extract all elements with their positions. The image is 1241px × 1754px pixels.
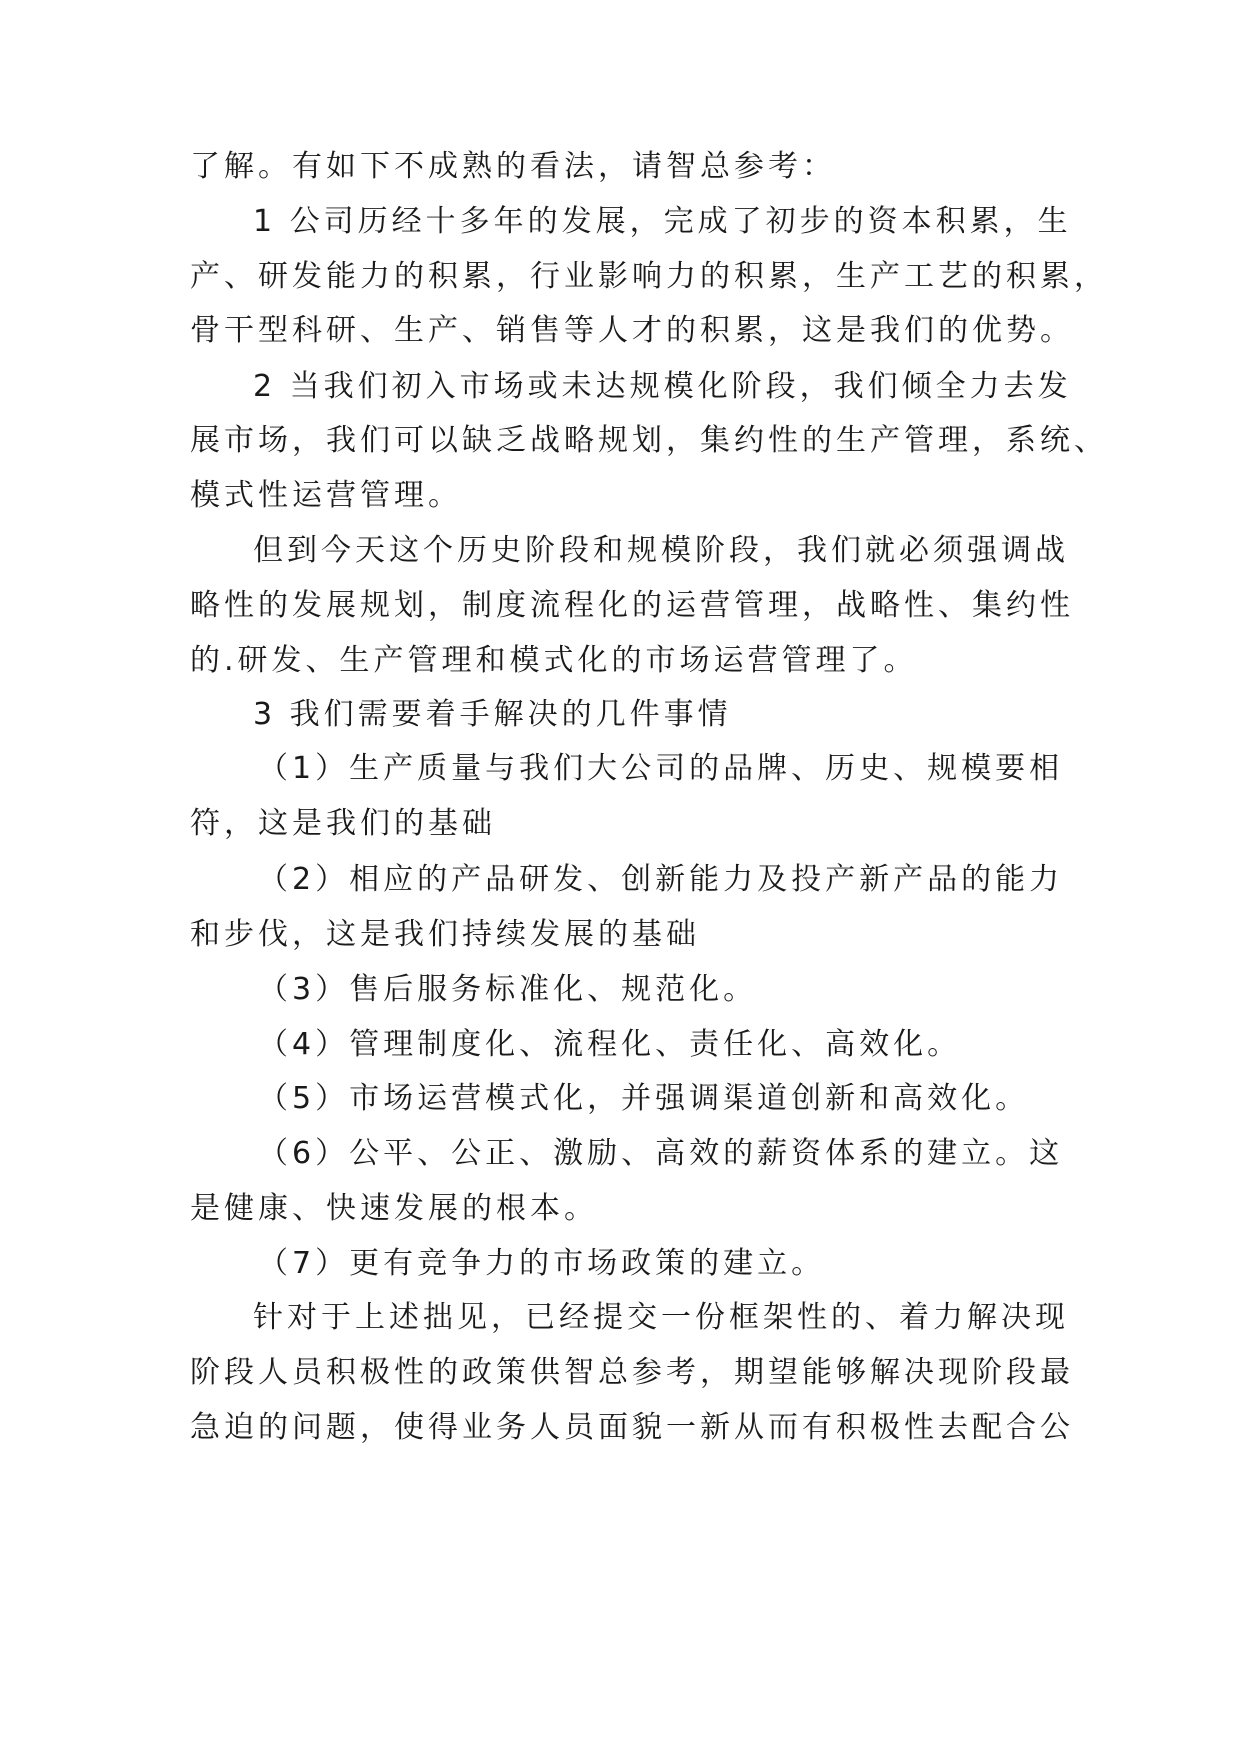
text-line: 展市场，我们可以缺乏战略规划，集约性的生产管理，系统、 (190, 423, 1108, 458)
text-line: 产、研发能力的积累，行业影响力的积累，生产工艺的积累， (190, 259, 1108, 294)
text-line: 符，这是我们的基础 (190, 806, 496, 841)
text-line: 3 我们需要着手解决的几件事情 (253, 697, 732, 732)
text-line: 但到今天这个历史阶段和规模阶段，我们就必须强调战 (253, 533, 1069, 568)
text-line: （1）生产质量与我们大公司的品牌、历史、规模要相 (258, 751, 1064, 786)
text-line: （2）相应的产品研发、创新能力及投产新产品的能力 (258, 862, 1064, 897)
text-line: （3）售后服务标准化、规范化。 (258, 972, 758, 1007)
text-line: 急迫的问题，使得业务人员面貌一新从而有积极性去配合公 (190, 1410, 1074, 1445)
text-line: （4）管理制度化、流程化、责任化、高效化。 (258, 1027, 962, 1062)
text-line: （5）市场运营模式化，并强调渠道创新和高效化。 (258, 1081, 1030, 1116)
text-line: 是健康、快速发展的根本。 (190, 1191, 598, 1226)
text-line: 略性的发展规划，制度流程化的运营管理，战略性、集约性 (190, 588, 1074, 623)
text-line: 的.研发、生产管理和模式化的市场运营管理了。 (190, 643, 918, 678)
text-line: （7）更有竞争力的市场政策的建立。 (258, 1246, 826, 1281)
text-line: 2 当我们初入市场或未达规模化阶段，我们倾全力去发 (253, 369, 1072, 404)
text-line: 模式性运营管理。 (190, 478, 462, 513)
text-line: 阶段人员积极性的政策供智总参考，期望能够解决现阶段最 (190, 1355, 1074, 1390)
text-line: 和步伐，这是我们持续发展的基础 (190, 917, 700, 952)
text-line: 1 公司历经十多年的发展，完成了初步的资本积累，生 (253, 204, 1072, 239)
text-line: 骨干型科研、生产、销售等人才的积累，这是我们的优势。 (190, 313, 1074, 348)
text-line: 了解。有如下不成熟的看法，请智总参考： (190, 149, 836, 184)
text-line: 针对于上述拙见，已经提交一份框架性的、着力解决现 (253, 1300, 1069, 1335)
text-line: （6）公平、公正、激励、高效的薪资体系的建立。这 (258, 1136, 1064, 1171)
